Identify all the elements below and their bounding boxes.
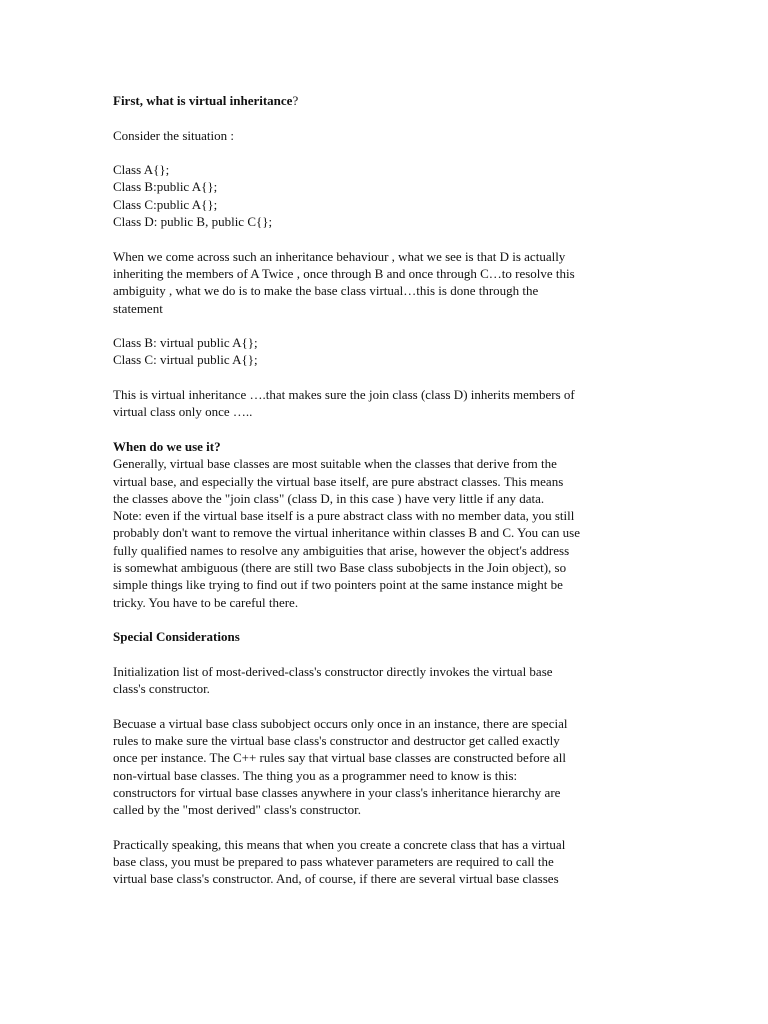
when-paragraph: Generally, virtual base classes are most suitable when the classes that derive from the virtual base, and especially the virtual base itself, are pure abstract classes. This means the classes above the "join class" (class D, in this case ) have very little if any data. Note: even if the virtual base itself is a pure abstract class with no member data, you still probably don't want to remove the virtual inheritance within classes B and C. You can use fully qualified names to resolve any ambiguities that arise, however the object's address is somewhat ambiguous (there are still two Base class subobjects in the Join object), so simple things like trying to find out if two pointers point at the same instance might be tricky. You have to be careful there. <box>113 456 580 610</box>
ambiguity-paragraph: When we come across such an inheritance behaviour , what we see is that D is actually inheriting the members of A Twice , once through B and once through C…to resolve this ambiguity , what we do is to make the base class virtual…this is done through the statement <box>113 248 575 316</box>
practical-paragraph: Practically speaking, this means that when you create a concrete class that has a virtual base class, you must be prepared to pass whatever parameters are required to call the virtual base class's constructor. And, of course, if there are several virtual base classes <box>113 836 566 887</box>
special-considerations-heading: Special Considerations <box>113 629 240 645</box>
initialization-paragraph: Initialization list of most-derived-class's constructor directly invokes the virtual base class's constructor. <box>113 663 553 697</box>
virtual-inheritance-paragraph: This is virtual inheritance ….that makes sure the join class (class D) inherits members of virtual class only once ….. <box>113 387 575 420</box>
page-title-text: First, what is virtual inheritance <box>113 93 293 108</box>
virtual-declarations-code: Class B: virtual public A{}; Class C: virtual public A{}; <box>113 335 258 368</box>
because-paragraph: Becuase a virtual base class subobject occurs only once in an instance, there are special rules to make sure the virtual base class's constructor and destructor get called exactly once per instance. The C++ rules say that virtual base classes are constructed before all non-virtual base classes. The thing you as a programmer need to know is this: constructors for virtual base classes anywhere in your class's inheritance hierarchy are called by the "most derived" class's constructor. <box>113 715 568 818</box>
class-declarations-code: Class A{}; Class B:public A{}; Class C:public A{}; Class D: public B, public C{}; <box>113 162 273 230</box>
consider-paragraph: Consider the situation : <box>113 127 234 143</box>
page-title <box>113 92 668 109</box>
when-heading: When do we use it? <box>113 438 221 454</box>
page-title-suffix: ? <box>292 93 299 108</box>
